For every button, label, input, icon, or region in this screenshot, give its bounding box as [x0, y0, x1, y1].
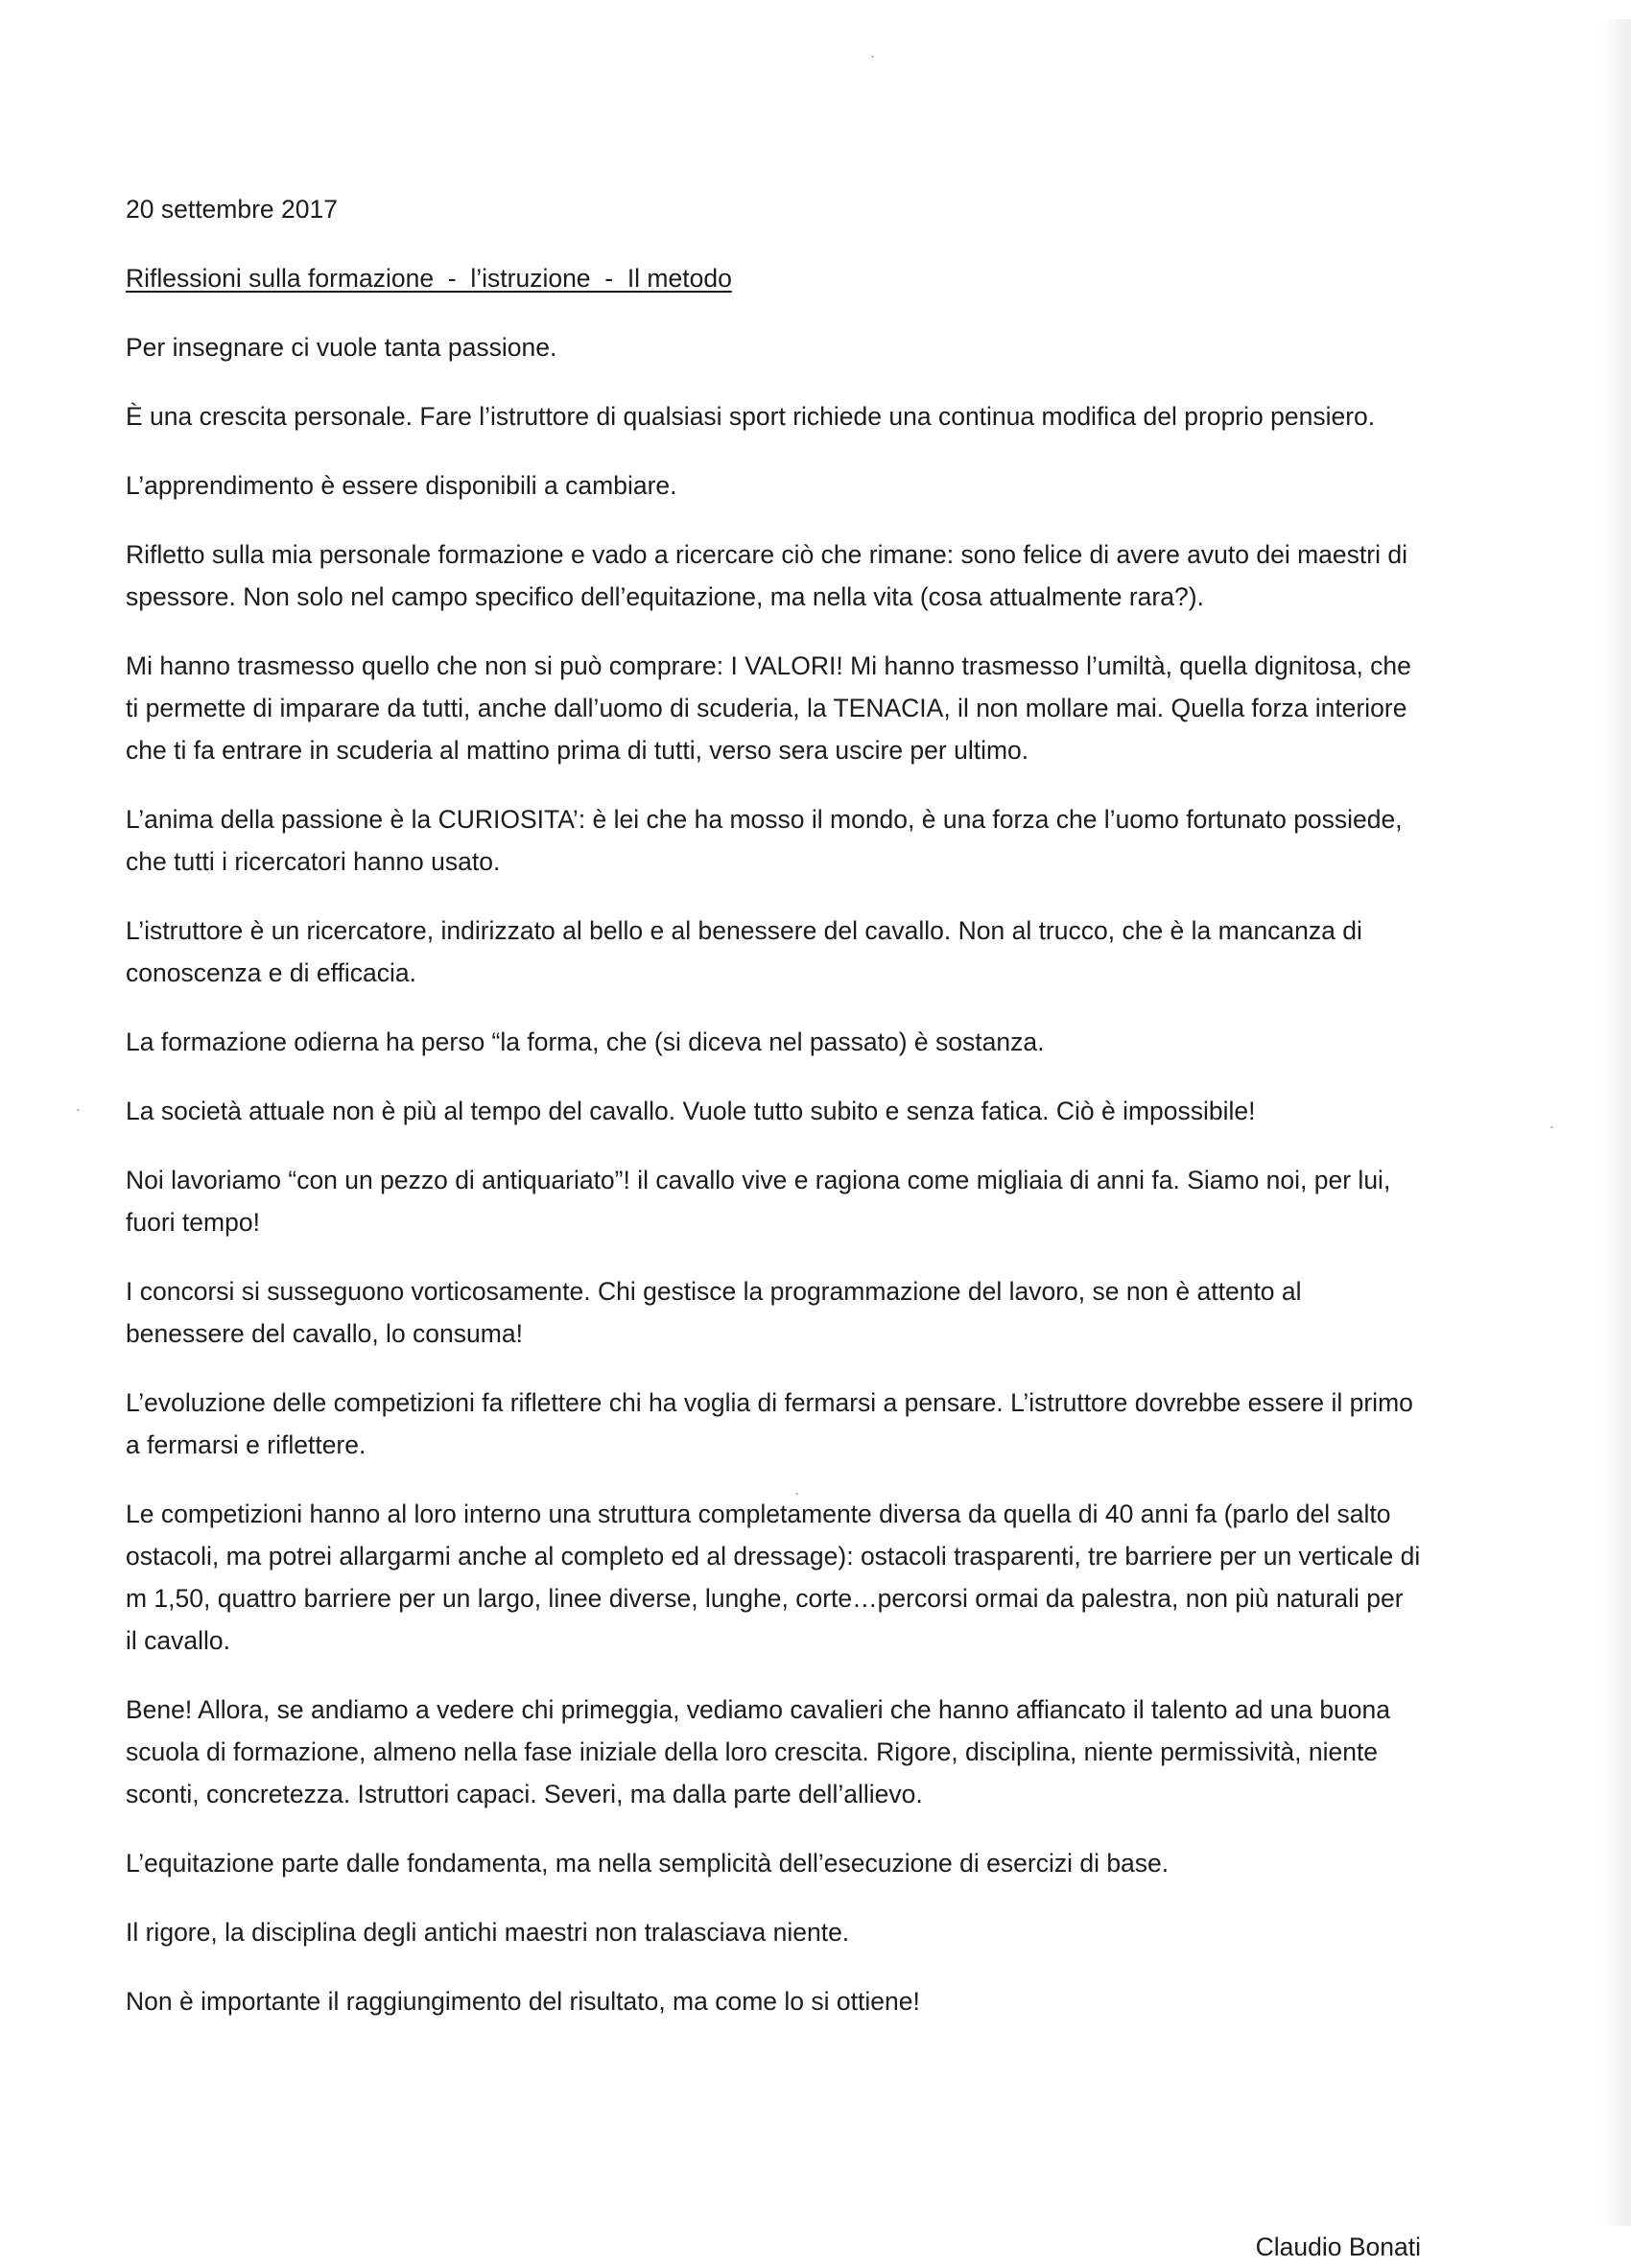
paragraph: È una crescita personale. Fare l’istruttore di qualsiasi sport richiede una continua modifica del proprio pensiero.	[126, 402, 1376, 431]
scan-speck	[871, 56, 874, 58]
scan-speck	[77, 1109, 80, 1111]
scan-speck	[1550, 1126, 1553, 1128]
paragraph: Noi lavoriamo “con un pezzo di antiquariato”! il cavallo vive e ragiona come migliaia di anni fa. Siamo noi, per lui, fuori tempo!	[126, 1166, 1391, 1237]
paragraph: Bene! Allora, se andiamo a vedere chi primeggia, vediamo cavalieri che hanno affiancato il talento ad una buona scuola di formazione, almeno nella fase iniziale della loro crescita. Rigore, disciplina, niente permissività, niente sconti, concretezza. Istruttori capaci. Severi, ma dalla parte dell’allievo.	[126, 1695, 1391, 1808]
paragraph: I concorsi si susseguono vorticosamente. Chi gestisce la programmazione del lavoro, se non è attento al benessere del cavallo, lo consuma!	[126, 1277, 1302, 1348]
scan-edge-shadow	[1602, 19, 1631, 2226]
letter-subject: Riflessioni sulla formazione - l’istruzione - Il metodo	[126, 264, 732, 293]
paragraph: Le competizioni hanno al loro interno una struttura completamente diversa da quella di 40 anni fa (parlo del salto ostacoli, ma potrei allargarmi anche al completo ed al dressage): ostacoli trasparenti, tre barriere per un verticale di m 1,50, quattro barriere per un largo, linee diverse, lunghe, corte…percorsi ormai da palestra, non più naturali per il cavallo.	[126, 1500, 1421, 1655]
letter-signature: Claudio Bonati	[1255, 2233, 1421, 2261]
paragraph: L’istruttore è un ricercatore, indirizzato al bello e al benessere del cavallo. Non al trucco, che è la mancanza di conoscenza e di efficacia.	[126, 916, 1362, 987]
paragraph: Non è importante il raggiungimento del risultato, ma come lo si ottiene!	[126, 1987, 920, 2016]
paragraph: L’anima della passione è la CURIOSITA’: è lei che ha mosso il mondo, è una forza che l’uomo fortunato possiede, che tutti i ricercatori hanno usato.	[126, 805, 1403, 876]
letter-date: 20 settembre 2017	[126, 195, 338, 224]
paragraph: L’evoluzione delle competizioni fa riflettere chi ha voglia di fermarsi a pensare. L’istruttore dovrebbe essere il primo a fermarsi e riflettere.	[126, 1388, 1413, 1459]
paragraph: L’equitazione parte dalle fondamenta, ma nella semplicità dell’esecuzione di esercizi di base.	[126, 1849, 1170, 1878]
paragraph: La società attuale non è più al tempo del cavallo. Vuole tutto subito e senza fatica. Ciò è impossibile!	[126, 1097, 1256, 1125]
paragraph: Mi hanno trasmesso quello che non si può comprare: I VALORI! Mi hanno trasmesso l’umiltà, quella dignitosa, che ti permette di imparare da tutti, anche dall’uomo di scuderia, la TENACIA, il non mollare mai. Quella forza interiore che ti fa entrare in scuderia al mattino prima di tutti, verso sera uscire per ultimo.	[126, 651, 1411, 765]
letter-body	[126, 188, 1421, 2261]
paragraph: Rifletto sulla mia personale formazione e vado a ricercare ciò che rimane: sono felice di avere avuto dei maestri di spessore. Non solo nel campo specifico dell’equitazione, ma nella vita (cosa attualmente rara?).	[126, 540, 1407, 611]
paragraph: La formazione odierna ha perso “la forma, che (si diceva nel passato) è sostanza.	[126, 1028, 1045, 1056]
paragraph: Il rigore, la disciplina degli antichi maestri non tralasciava niente.	[126, 1918, 850, 1947]
paragraph: L’apprendimento è essere disponibili a cambiare.	[126, 471, 677, 500]
paragraph: Per insegnare ci vuole tanta passione.	[126, 333, 557, 362]
